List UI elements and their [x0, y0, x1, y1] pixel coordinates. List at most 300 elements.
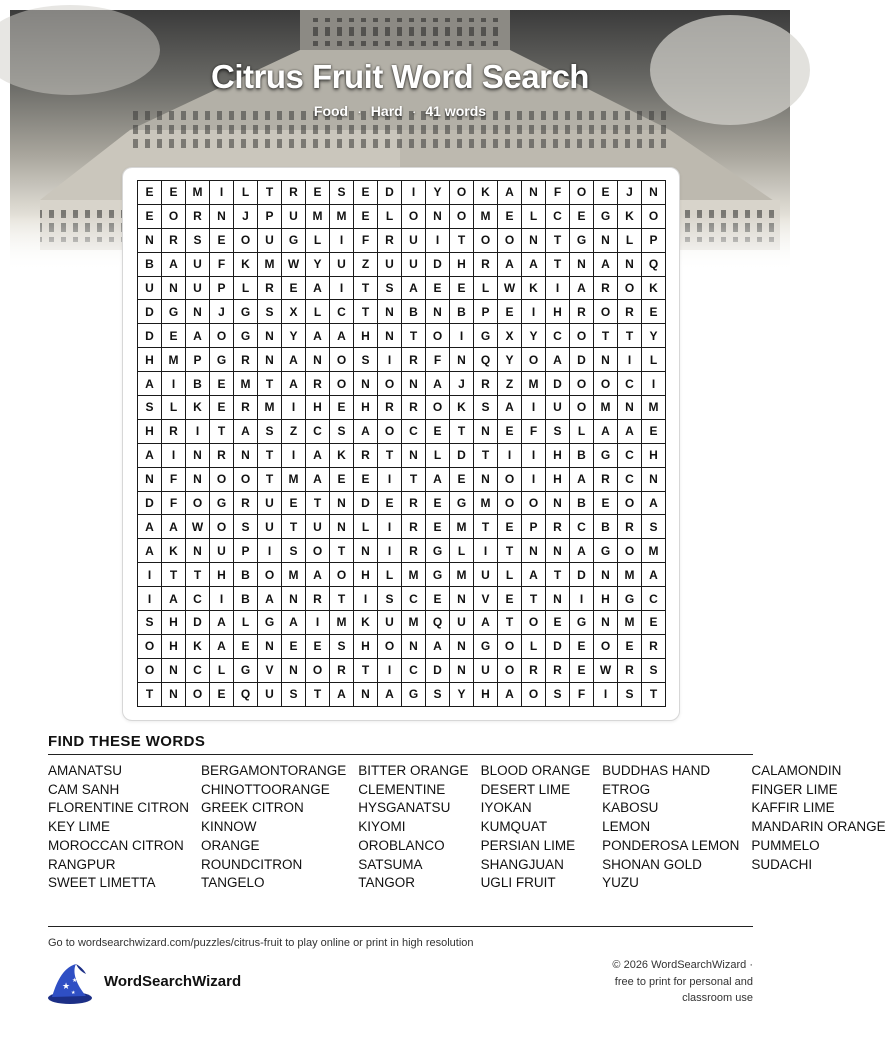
grid-cell[interactable]: E	[306, 181, 330, 205]
grid-cell[interactable]: N	[426, 300, 450, 324]
grid-cell[interactable]: T	[258, 372, 282, 396]
grid-cell[interactable]: O	[498, 467, 522, 491]
grid-cell[interactable]: T	[402, 467, 426, 491]
grid-cell[interactable]: O	[594, 300, 618, 324]
grid-cell[interactable]: G	[594, 204, 618, 228]
grid-cell[interactable]: N	[402, 372, 426, 396]
grid-cell[interactable]: I	[330, 276, 354, 300]
grid-cell[interactable]: I	[330, 228, 354, 252]
grid-cell[interactable]: F	[546, 181, 570, 205]
grid-cell[interactable]: R	[378, 228, 402, 252]
grid-cell[interactable]: Y	[498, 348, 522, 372]
grid-cell[interactable]: O	[378, 634, 402, 658]
grid-cell[interactable]: D	[570, 348, 594, 372]
grid-cell[interactable]: B	[402, 300, 426, 324]
grid-cell[interactable]: S	[642, 658, 666, 682]
grid-cell[interactable]: T	[258, 181, 282, 205]
grid-cell[interactable]: E	[426, 587, 450, 611]
grid-cell[interactable]: D	[546, 372, 570, 396]
grid-cell[interactable]: A	[210, 634, 234, 658]
grid-cell[interactable]: G	[474, 634, 498, 658]
grid-cell[interactable]: R	[258, 276, 282, 300]
grid-cell[interactable]: E	[210, 228, 234, 252]
grid-cell[interactable]: I	[546, 276, 570, 300]
grid-cell[interactable]: U	[138, 276, 162, 300]
grid-cell[interactable]: O	[234, 228, 258, 252]
grid-cell[interactable]: T	[450, 419, 474, 443]
grid-cell[interactable]: B	[594, 515, 618, 539]
grid-cell[interactable]: A	[306, 324, 330, 348]
grid-cell[interactable]: O	[450, 204, 474, 228]
grid-cell[interactable]: N	[642, 467, 666, 491]
grid-cell[interactable]: E	[354, 467, 378, 491]
grid-cell[interactable]: L	[378, 563, 402, 587]
grid-cell[interactable]: R	[330, 658, 354, 682]
grid-cell[interactable]: G	[210, 491, 234, 515]
grid-cell[interactable]: K	[642, 276, 666, 300]
grid-cell[interactable]: R	[234, 396, 258, 420]
grid-cell[interactable]: H	[546, 443, 570, 467]
grid-cell[interactable]: T	[258, 467, 282, 491]
grid-cell[interactable]: B	[234, 563, 258, 587]
grid-cell[interactable]: X	[498, 324, 522, 348]
grid-cell[interactable]: X	[282, 300, 306, 324]
grid-cell[interactable]: R	[402, 491, 426, 515]
grid-cell[interactable]: E	[162, 181, 186, 205]
grid-cell[interactable]: N	[258, 348, 282, 372]
grid-cell[interactable]: A	[330, 682, 354, 706]
grid-cell[interactable]: O	[378, 419, 402, 443]
grid-cell[interactable]: L	[234, 276, 258, 300]
grid-cell[interactable]: Q	[426, 611, 450, 635]
grid-cell[interactable]: C	[642, 587, 666, 611]
grid-cell[interactable]: R	[306, 372, 330, 396]
grid-cell[interactable]: U	[282, 204, 306, 228]
grid-cell[interactable]: N	[234, 443, 258, 467]
grid-cell[interactable]: V	[258, 658, 282, 682]
grid-cell[interactable]: T	[138, 682, 162, 706]
grid-cell[interactable]: E	[642, 300, 666, 324]
grid-cell[interactable]: T	[378, 443, 402, 467]
grid-cell[interactable]: G	[258, 611, 282, 635]
grid-cell[interactable]: L	[306, 228, 330, 252]
grid-cell[interactable]: I	[282, 396, 306, 420]
grid-cell[interactable]: O	[138, 658, 162, 682]
grid-cell[interactable]: D	[138, 491, 162, 515]
grid-cell[interactable]: N	[474, 419, 498, 443]
grid-cell[interactable]: C	[570, 515, 594, 539]
grid-cell[interactable]: U	[378, 252, 402, 276]
grid-cell[interactable]: R	[594, 467, 618, 491]
grid-cell[interactable]: I	[282, 443, 306, 467]
grid-cell[interactable]: O	[570, 324, 594, 348]
grid-cell[interactable]: B	[570, 491, 594, 515]
grid-cell[interactable]: Z	[354, 252, 378, 276]
grid-cell[interactable]: N	[426, 204, 450, 228]
grid-cell[interactable]: N	[402, 634, 426, 658]
grid-cell[interactable]: M	[522, 372, 546, 396]
grid-cell[interactable]: M	[450, 515, 474, 539]
grid-cell[interactable]: D	[186, 611, 210, 635]
grid-cell[interactable]: I	[570, 587, 594, 611]
grid-cell[interactable]: K	[162, 539, 186, 563]
grid-cell[interactable]: A	[498, 181, 522, 205]
grid-cell[interactable]: E	[498, 515, 522, 539]
grid-cell[interactable]: Q	[234, 682, 258, 706]
grid-cell[interactable]: I	[450, 324, 474, 348]
grid-cell[interactable]: A	[138, 515, 162, 539]
grid-cell[interactable]: V	[474, 587, 498, 611]
grid-cell[interactable]: O	[450, 181, 474, 205]
grid-cell[interactable]: C	[186, 658, 210, 682]
grid-cell[interactable]: P	[258, 204, 282, 228]
grid-cell[interactable]: E	[570, 204, 594, 228]
grid-cell[interactable]: D	[546, 634, 570, 658]
grid-cell[interactable]: N	[402, 443, 426, 467]
grid-cell[interactable]: N	[522, 228, 546, 252]
grid-cell[interactable]: R	[162, 228, 186, 252]
grid-cell[interactable]: D	[138, 324, 162, 348]
grid-cell[interactable]: M	[330, 611, 354, 635]
grid-cell[interactable]: U	[258, 491, 282, 515]
grid-cell[interactable]: K	[474, 181, 498, 205]
grid-cell[interactable]: M	[642, 539, 666, 563]
grid-cell[interactable]: E	[570, 658, 594, 682]
grid-cell[interactable]: H	[594, 587, 618, 611]
grid-cell[interactable]: K	[330, 443, 354, 467]
grid-cell[interactable]: A	[474, 611, 498, 635]
grid-cell[interactable]: I	[594, 682, 618, 706]
grid-cell[interactable]: H	[546, 467, 570, 491]
grid-cell[interactable]: G	[426, 539, 450, 563]
grid-cell[interactable]: T	[354, 658, 378, 682]
grid-cell[interactable]: E	[642, 419, 666, 443]
grid-cell[interactable]: N	[594, 611, 618, 635]
grid-cell[interactable]: O	[138, 634, 162, 658]
grid-cell[interactable]: T	[498, 611, 522, 635]
grid-cell[interactable]: I	[498, 443, 522, 467]
grid-cell[interactable]: K	[234, 252, 258, 276]
grid-cell[interactable]: M	[618, 611, 642, 635]
grid-cell[interactable]: E	[594, 491, 618, 515]
grid-cell[interactable]: E	[330, 396, 354, 420]
grid-cell[interactable]: R	[210, 443, 234, 467]
grid-cell[interactable]: O	[162, 204, 186, 228]
grid-cell[interactable]: A	[234, 419, 258, 443]
grid-cell[interactable]: P	[474, 300, 498, 324]
grid-cell[interactable]: N	[354, 682, 378, 706]
grid-cell[interactable]: S	[330, 634, 354, 658]
grid-cell[interactable]: L	[210, 658, 234, 682]
grid-cell[interactable]: L	[378, 204, 402, 228]
grid-cell[interactable]: N	[210, 204, 234, 228]
grid-cell[interactable]: N	[450, 634, 474, 658]
grid-cell[interactable]: O	[570, 181, 594, 205]
grid-cell[interactable]: E	[282, 491, 306, 515]
grid-cell[interactable]: U	[186, 276, 210, 300]
grid-cell[interactable]: E	[138, 204, 162, 228]
grid-cell[interactable]: P	[234, 539, 258, 563]
grid-cell[interactable]: N	[162, 276, 186, 300]
grid-cell[interactable]: O	[618, 276, 642, 300]
grid-cell[interactable]: N	[522, 181, 546, 205]
grid-cell[interactable]: T	[306, 682, 330, 706]
grid-cell[interactable]: O	[234, 467, 258, 491]
grid-cell[interactable]: A	[258, 587, 282, 611]
grid-cell[interactable]: I	[378, 348, 402, 372]
grid-cell[interactable]: D	[450, 443, 474, 467]
grid-cell[interactable]: S	[330, 419, 354, 443]
grid-cell[interactable]: O	[498, 228, 522, 252]
grid-cell[interactable]: C	[618, 372, 642, 396]
grid-cell[interactable]: D	[570, 563, 594, 587]
grid-cell[interactable]: H	[354, 396, 378, 420]
grid-cell[interactable]: I	[522, 443, 546, 467]
grid-cell[interactable]: E	[234, 634, 258, 658]
grid-cell[interactable]: O	[474, 228, 498, 252]
grid-cell[interactable]: N	[450, 658, 474, 682]
grid-cell[interactable]: O	[498, 658, 522, 682]
grid-cell[interactable]: I	[426, 228, 450, 252]
grid-cell[interactable]: C	[306, 419, 330, 443]
grid-cell[interactable]: K	[618, 204, 642, 228]
grid-cell[interactable]: Y	[450, 682, 474, 706]
grid-cell[interactable]: W	[594, 658, 618, 682]
grid-cell[interactable]: G	[450, 491, 474, 515]
grid-cell[interactable]: T	[354, 276, 378, 300]
grid-cell[interactable]: T	[282, 515, 306, 539]
grid-cell[interactable]: L	[522, 634, 546, 658]
grid-cell[interactable]: L	[570, 419, 594, 443]
grid-cell[interactable]: K	[186, 396, 210, 420]
grid-cell[interactable]: G	[234, 300, 258, 324]
grid-cell[interactable]: A	[330, 324, 354, 348]
grid-cell[interactable]: C	[402, 587, 426, 611]
grid-cell[interactable]: M	[306, 204, 330, 228]
grid-cell[interactable]: B	[138, 252, 162, 276]
grid-cell[interactable]: W	[186, 515, 210, 539]
grid-cell[interactable]: H	[354, 634, 378, 658]
grid-cell[interactable]: E	[618, 634, 642, 658]
grid-cell[interactable]: L	[474, 276, 498, 300]
grid-cell[interactable]: O	[186, 491, 210, 515]
grid-cell[interactable]: I	[306, 611, 330, 635]
grid-cell[interactable]: R	[162, 419, 186, 443]
grid-cell[interactable]: A	[138, 443, 162, 467]
grid-cell[interactable]: U	[258, 682, 282, 706]
grid-cell[interactable]: M	[162, 348, 186, 372]
grid-cell[interactable]: N	[450, 348, 474, 372]
grid-cell[interactable]: N	[258, 634, 282, 658]
grid-cell[interactable]: P	[186, 348, 210, 372]
grid-cell[interactable]: A	[642, 491, 666, 515]
grid-cell[interactable]: I	[522, 300, 546, 324]
grid-cell[interactable]: E	[138, 181, 162, 205]
grid-cell[interactable]: N	[138, 228, 162, 252]
grid-cell[interactable]: A	[378, 682, 402, 706]
grid-cell[interactable]: R	[546, 515, 570, 539]
grid-cell[interactable]: N	[354, 539, 378, 563]
grid-cell[interactable]: R	[234, 348, 258, 372]
grid-cell[interactable]: E	[642, 611, 666, 635]
grid-cell[interactable]: S	[354, 348, 378, 372]
grid-cell[interactable]: O	[330, 563, 354, 587]
grid-cell[interactable]: O	[570, 396, 594, 420]
grid-cell[interactable]: T	[546, 563, 570, 587]
grid-cell[interactable]: M	[402, 563, 426, 587]
grid-cell[interactable]: S	[258, 419, 282, 443]
grid-cell[interactable]: L	[234, 181, 258, 205]
grid-cell[interactable]: A	[210, 611, 234, 635]
grid-cell[interactable]: M	[282, 467, 306, 491]
grid-cell[interactable]: E	[210, 372, 234, 396]
grid-cell[interactable]: O	[426, 324, 450, 348]
footer-link[interactable]: Go to wordsearchwizard.com/puzzles/citrus-fruit to play online or print in high resolution	[48, 937, 474, 949]
grid-cell[interactable]: A	[426, 467, 450, 491]
grid-cell[interactable]: U	[210, 539, 234, 563]
grid-cell[interactable]: T	[354, 300, 378, 324]
grid-cell[interactable]: A	[426, 634, 450, 658]
grid-cell[interactable]: H	[354, 324, 378, 348]
grid-cell[interactable]: A	[138, 539, 162, 563]
grid-cell[interactable]: G	[570, 228, 594, 252]
grid-cell[interactable]: K	[186, 634, 210, 658]
grid-cell[interactable]: E	[282, 276, 306, 300]
grid-cell[interactable]: E	[450, 276, 474, 300]
grid-cell[interactable]: F	[426, 348, 450, 372]
grid-cell[interactable]: T	[162, 563, 186, 587]
grid-cell[interactable]: S	[546, 682, 570, 706]
grid-cell[interactable]: N	[522, 539, 546, 563]
grid-cell[interactable]: T	[498, 539, 522, 563]
grid-cell[interactable]: O	[570, 372, 594, 396]
grid-cell[interactable]: O	[258, 563, 282, 587]
grid-cell[interactable]: E	[378, 491, 402, 515]
grid-cell[interactable]: J	[234, 204, 258, 228]
grid-cell[interactable]: A	[162, 515, 186, 539]
grid-cell[interactable]: A	[570, 467, 594, 491]
grid-cell[interactable]: G	[618, 587, 642, 611]
grid-cell[interactable]: C	[330, 300, 354, 324]
grid-cell[interactable]: O	[330, 348, 354, 372]
grid-cell[interactable]: U	[474, 563, 498, 587]
grid-cell[interactable]: F	[354, 228, 378, 252]
grid-cell[interactable]: A	[570, 276, 594, 300]
grid-cell[interactable]: U	[258, 228, 282, 252]
grid-cell[interactable]: O	[378, 372, 402, 396]
grid-cell[interactable]: G	[570, 611, 594, 635]
grid-cell[interactable]: S	[138, 611, 162, 635]
grid-cell[interactable]: N	[642, 181, 666, 205]
grid-cell[interactable]: O	[498, 491, 522, 515]
grid-cell[interactable]: A	[282, 348, 306, 372]
grid-cell[interactable]: E	[354, 204, 378, 228]
grid-cell[interactable]: C	[546, 204, 570, 228]
grid-cell[interactable]: B	[234, 587, 258, 611]
grid-cell[interactable]: A	[402, 276, 426, 300]
grid-cell[interactable]: R	[402, 348, 426, 372]
grid-cell[interactable]: S	[426, 682, 450, 706]
grid-cell[interactable]: E	[354, 181, 378, 205]
grid-cell[interactable]: U	[378, 611, 402, 635]
grid-cell[interactable]: E	[162, 324, 186, 348]
grid-cell[interactable]: W	[498, 276, 522, 300]
grid-cell[interactable]: T	[186, 563, 210, 587]
grid-cell[interactable]: T	[642, 682, 666, 706]
grid-cell[interactable]: I	[258, 539, 282, 563]
grid-cell[interactable]: N	[594, 348, 618, 372]
grid-cell[interactable]: O	[594, 372, 618, 396]
grid-cell[interactable]: I	[618, 348, 642, 372]
grid-cell[interactable]: U	[186, 252, 210, 276]
grid-cell[interactable]: I	[354, 587, 378, 611]
grid-cell[interactable]: R	[402, 396, 426, 420]
grid-cell[interactable]: C	[618, 443, 642, 467]
grid-cell[interactable]: N	[162, 682, 186, 706]
grid-cell[interactable]: A	[306, 276, 330, 300]
grid-cell[interactable]: F	[522, 419, 546, 443]
grid-cell[interactable]: N	[378, 300, 402, 324]
grid-cell[interactable]: A	[570, 539, 594, 563]
grid-cell[interactable]: M	[282, 563, 306, 587]
grid-cell[interactable]: T	[450, 228, 474, 252]
grid-cell[interactable]: A	[594, 252, 618, 276]
grid-cell[interactable]: I	[186, 419, 210, 443]
grid-cell[interactable]: O	[330, 372, 354, 396]
grid-cell[interactable]: A	[498, 396, 522, 420]
grid-cell[interactable]: I	[210, 587, 234, 611]
grid-cell[interactable]: H	[210, 563, 234, 587]
grid-cell[interactable]: R	[282, 181, 306, 205]
grid-cell[interactable]: G	[402, 682, 426, 706]
grid-cell[interactable]: H	[138, 348, 162, 372]
grid-cell[interactable]: G	[282, 228, 306, 252]
grid-cell[interactable]: S	[378, 587, 402, 611]
grid-cell[interactable]: R	[522, 658, 546, 682]
grid-cell[interactable]: G	[426, 563, 450, 587]
grid-cell[interactable]: C	[546, 324, 570, 348]
grid-cell[interactable]: P	[210, 276, 234, 300]
grid-cell[interactable]: U	[402, 252, 426, 276]
grid-cell[interactable]: H	[306, 396, 330, 420]
grid-cell[interactable]: S	[642, 515, 666, 539]
grid-cell[interactable]: L	[642, 348, 666, 372]
grid-cell[interactable]: O	[618, 539, 642, 563]
grid-cell[interactable]: O	[402, 204, 426, 228]
grid-cell[interactable]: S	[546, 419, 570, 443]
grid-cell[interactable]: U	[474, 658, 498, 682]
grid-cell[interactable]: I	[642, 372, 666, 396]
grid-cell[interactable]: J	[618, 181, 642, 205]
grid-cell[interactable]: L	[618, 228, 642, 252]
grid-cell[interactable]: O	[210, 467, 234, 491]
grid-cell[interactable]: N	[378, 324, 402, 348]
grid-cell[interactable]: K	[354, 611, 378, 635]
grid-cell[interactable]: A	[138, 372, 162, 396]
grid-cell[interactable]: E	[282, 634, 306, 658]
grid-cell[interactable]: Y	[642, 324, 666, 348]
grid-cell[interactable]: N	[186, 467, 210, 491]
grid-cell[interactable]: A	[594, 419, 618, 443]
grid-cell[interactable]: T	[546, 228, 570, 252]
grid-cell[interactable]: M	[642, 396, 666, 420]
grid-cell[interactable]: D	[138, 300, 162, 324]
grid-cell[interactable]: G	[162, 300, 186, 324]
grid-cell[interactable]: R	[546, 658, 570, 682]
grid-cell[interactable]: Y	[306, 252, 330, 276]
grid-cell[interactable]: T	[522, 587, 546, 611]
grid-cell[interactable]: O	[594, 634, 618, 658]
